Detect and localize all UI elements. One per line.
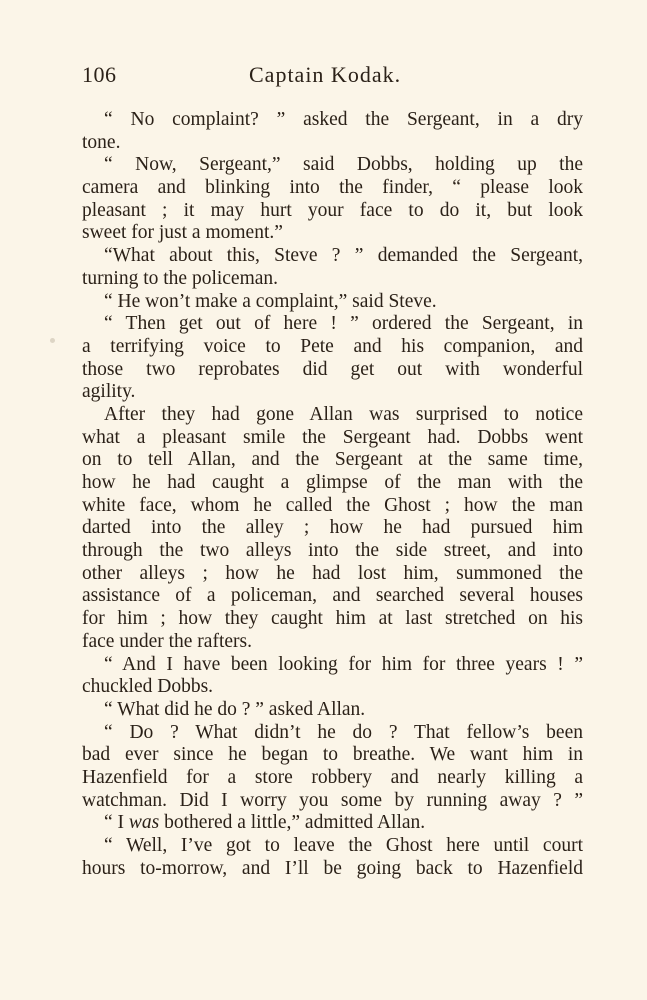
running-title: Captain Kodak. — [249, 62, 402, 87]
text-line: how he had caught a glimpse of the man with the — [82, 472, 583, 493]
text-line: darted into the alley ; how he had pursued him — [82, 517, 583, 539]
text-line: “ And I have been looking for him for three years ! ” — [104, 653, 583, 675]
text-line: “ Well, I’ve got to leave the Ghost here until court — [104, 835, 583, 856]
text-line: “What about this, Steve ? ” demanded the Sergeant, — [104, 245, 583, 267]
text-line: “ Then get out of here ! ” ordered the Sergeant, in — [104, 313, 583, 335]
text-line: tone. — [82, 131, 121, 153]
text-line: assistance of a policeman, and searched several houses — [82, 585, 583, 607]
page-header — [82, 62, 582, 92]
emphasis-word: was — [128, 812, 160, 834]
text-line: sweet for just a moment.” — [82, 222, 283, 244]
text-line: through the two alleys into the side street, and into — [82, 540, 583, 562]
text-line: those two reprobates did get out with wonderful — [82, 358, 583, 380]
text-line: “ No complaint? ” asked the Sergeant, in a dry — [104, 109, 583, 130]
text-line: white face, whom he called the Ghost ; how the man — [82, 494, 583, 516]
page-number: 106 — [82, 62, 117, 87]
text-line: pleasant ; it may hurt your face to do it, but look — [82, 199, 583, 221]
paper-speck — [50, 338, 55, 343]
text-line: “ Now, Sergeant,” said Dobbs, holding up the — [104, 154, 583, 176]
text-line: “ What did he do ? ” asked Allan. — [104, 698, 366, 720]
text-line: “ Do ? What didn’t he do ? That fellow’s been — [104, 721, 583, 743]
text-line: Hazenfield for a store robbery and nearly killing a — [82, 766, 583, 788]
text-line: “ He won’t make a complaint,” said Steve. — [104, 290, 437, 312]
text-line: camera and blinking into the finder, “ please look — [82, 177, 583, 199]
text-line: After they had gone Allan was surprised to notice — [104, 403, 583, 425]
text-line: other alleys ; how he had lost him, summoned the — [82, 562, 583, 584]
text-line: hours to-morrow, and I’ll be going back to Hazenfield — [82, 857, 583, 879]
text-line: a terrifying voice to Pete and his companion, and — [82, 335, 583, 357]
text-line: bad ever since he began to breathe. We want him in — [82, 744, 583, 766]
text-line: agility. — [82, 381, 136, 403]
text-line: “ I was bothered a little,” admitted Allan. — [104, 812, 426, 834]
text-line: turning to the policeman. — [82, 267, 279, 289]
body-text — [82, 109, 583, 880]
text-line: on to tell Allan, and the Sergeant at the same time, — [82, 449, 583, 471]
text-line: face under the rafters. — [82, 630, 252, 652]
text-line: chuckled Dobbs. — [82, 676, 214, 698]
text-line: what a pleasant smile the Sergeant had. Dobbs went — [82, 426, 583, 448]
text-line: for him ; how they caught him at last stretched on his — [82, 608, 583, 630]
text-line: watchman. Did I worry you some by running away ? ” — [82, 789, 583, 811]
